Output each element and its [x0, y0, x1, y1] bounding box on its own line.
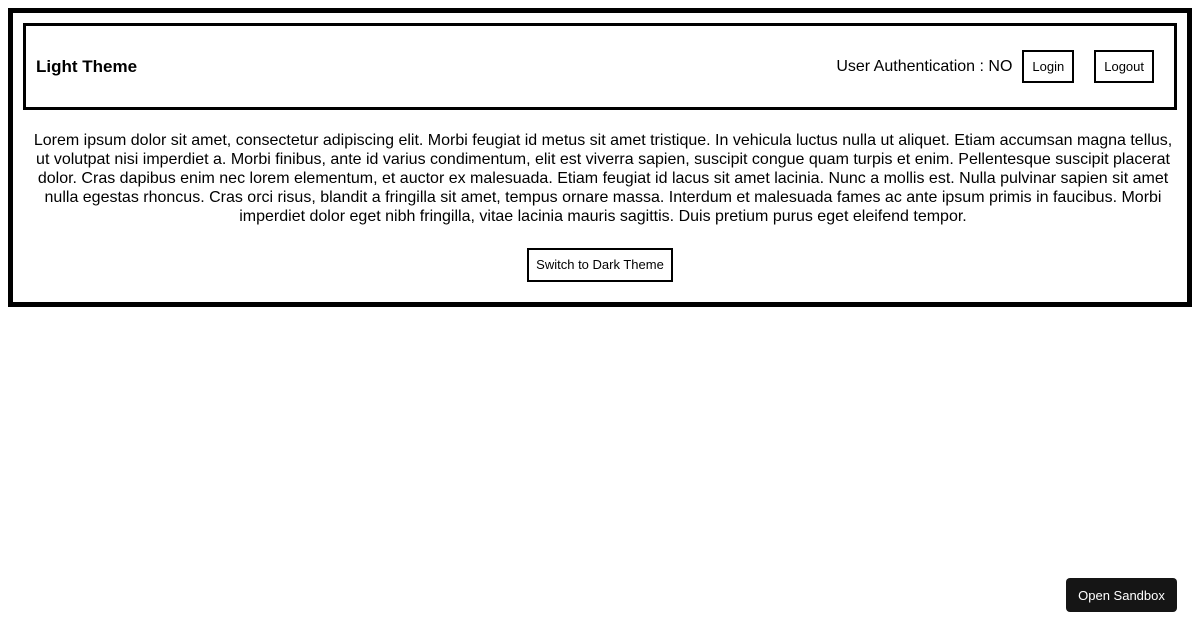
open-sandbox-button[interactable]: Open Sandbox — [1066, 578, 1177, 612]
login-button[interactable]: Login — [1022, 50, 1074, 83]
switch-theme-button[interactable]: Switch to Dark Theme — [527, 248, 673, 282]
theme-title: Light Theme — [36, 56, 138, 76]
logout-button[interactable]: Logout — [1094, 50, 1154, 83]
header — [23, 23, 1177, 110]
body-paragraph: Lorem ipsum dolor sit amet, consectetur adipiscing elit. Morbi feugiat id metus sit amet tristique. In vehicula luctus nulla ut aliquet. Etiam accumsan magna tellus, ut volutpat nisi imperdiet a. Morbi finibus, ante id varius condimentum, elit est viverra sapien, suscipit congue quam turpis et enim. Pellentesque suscipit placerat dolor. Cras dapibus enim nec lorem elementum, et auctor ex malesuada. Etiam feugiat id lacus sit amet lacinia. Nunc a mollis est. Nulla pulvinar sapien sit amet nulla egestas rhoncus. Cras orci risus, blandit a fringilla sit amet, tempus ornare massa. Interdum et malesuada fames ac ante ipsum primis in faucibus. Morbi imperdiet dolor eget nibh fringilla, vitae lacinia mauris sagittis. Duis pretium purus eget eleifend tempor. — [33, 132, 1173, 225]
app-frame — [8, 8, 1192, 307]
auth-status: User Authentication : NO — [836, 57, 1013, 75]
switch-theme-container — [13, 248, 1187, 282]
